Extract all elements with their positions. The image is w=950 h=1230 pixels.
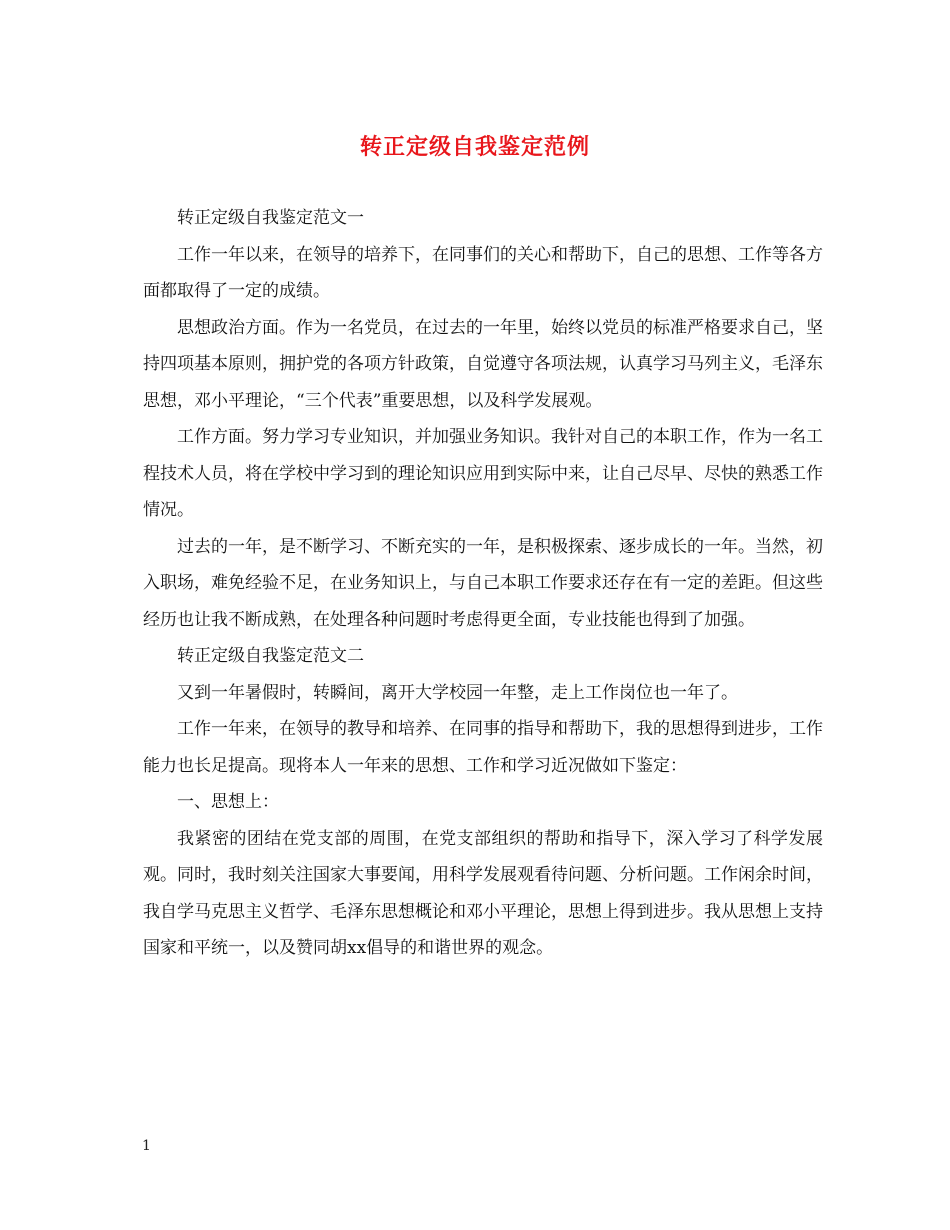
section-heading-2: 转正定级自我鉴定范文二 bbox=[177, 646, 364, 666]
paragraph: 又到一年暑假时，转瞬间，离开大学校园一年整，走上工作岗位也一年了。 bbox=[177, 682, 738, 703]
subsection-heading: 一、思想上： bbox=[177, 792, 279, 812]
section-heading-1: 转正定级自我鉴定范文一 bbox=[177, 208, 364, 228]
paragraph: 工作方面。努力学习专业知识，并加强业务知识。我针对自己的本职工作，作为一名工程技术人员，将在学校中学习到的理论知识应用到实际中来，让自己尽早、尽快的熟悉工作情况。 bbox=[143, 427, 823, 520]
paragraph: 思想政治方面。作为一名党员，在过去的一年里，始终以党员的标准严格要求自己，坚持四项基本原则，拥护党的各项方针政策，自觉遵守各项法规，认真学习马列主义，毛泽东思想，邓小平理论，“三个代表”重要思想，以及科学发展观。 bbox=[143, 317, 823, 411]
paragraph: 工作一年来，在领导的教导和培养、在同事的指导和帮助下，我的思想得到进步，工作能力也长足提高。现将本人一年来的思想、工作和学习近况做如下鉴定： bbox=[143, 719, 823, 776]
paragraph: 工作一年以来，在领导的培养下，在同事们的关心和帮助下，自己的思想、工作等各方面都取得了一定的成绩。 bbox=[143, 244, 823, 301]
document-title: 转正定级自我鉴定范例 bbox=[359, 134, 590, 160]
document-body bbox=[143, 200, 823, 967]
paragraph: 我紧密的团结在党支部的周围，在党支部组织的帮助和指导下，深入学习了科学发展观。同时，我时刻关注国家大事要闻，用科学发展观看待问题、分析问题。工作闲余时间，我自学马克思主义哲学、毛泽东思想概论和邓小平理论，思想上得到进步。我从思想上支持国家和平统一，以及赞同胡xx倡导的和谐世界的观念。 bbox=[143, 828, 823, 958]
page-number: 1 bbox=[142, 1138, 151, 1154]
paragraph: 过去的一年，是不断学习、不断充实的一年，是积极探索、逐步成长的一年。当然，初入职场，难免经验不足，在业务知识上，与自己本职工作要求还存在有一定的差距。但这些经历也让我不断成熟，在处理各种问题时考虑得更全面，专业技能也得到了加强。 bbox=[143, 536, 823, 630]
